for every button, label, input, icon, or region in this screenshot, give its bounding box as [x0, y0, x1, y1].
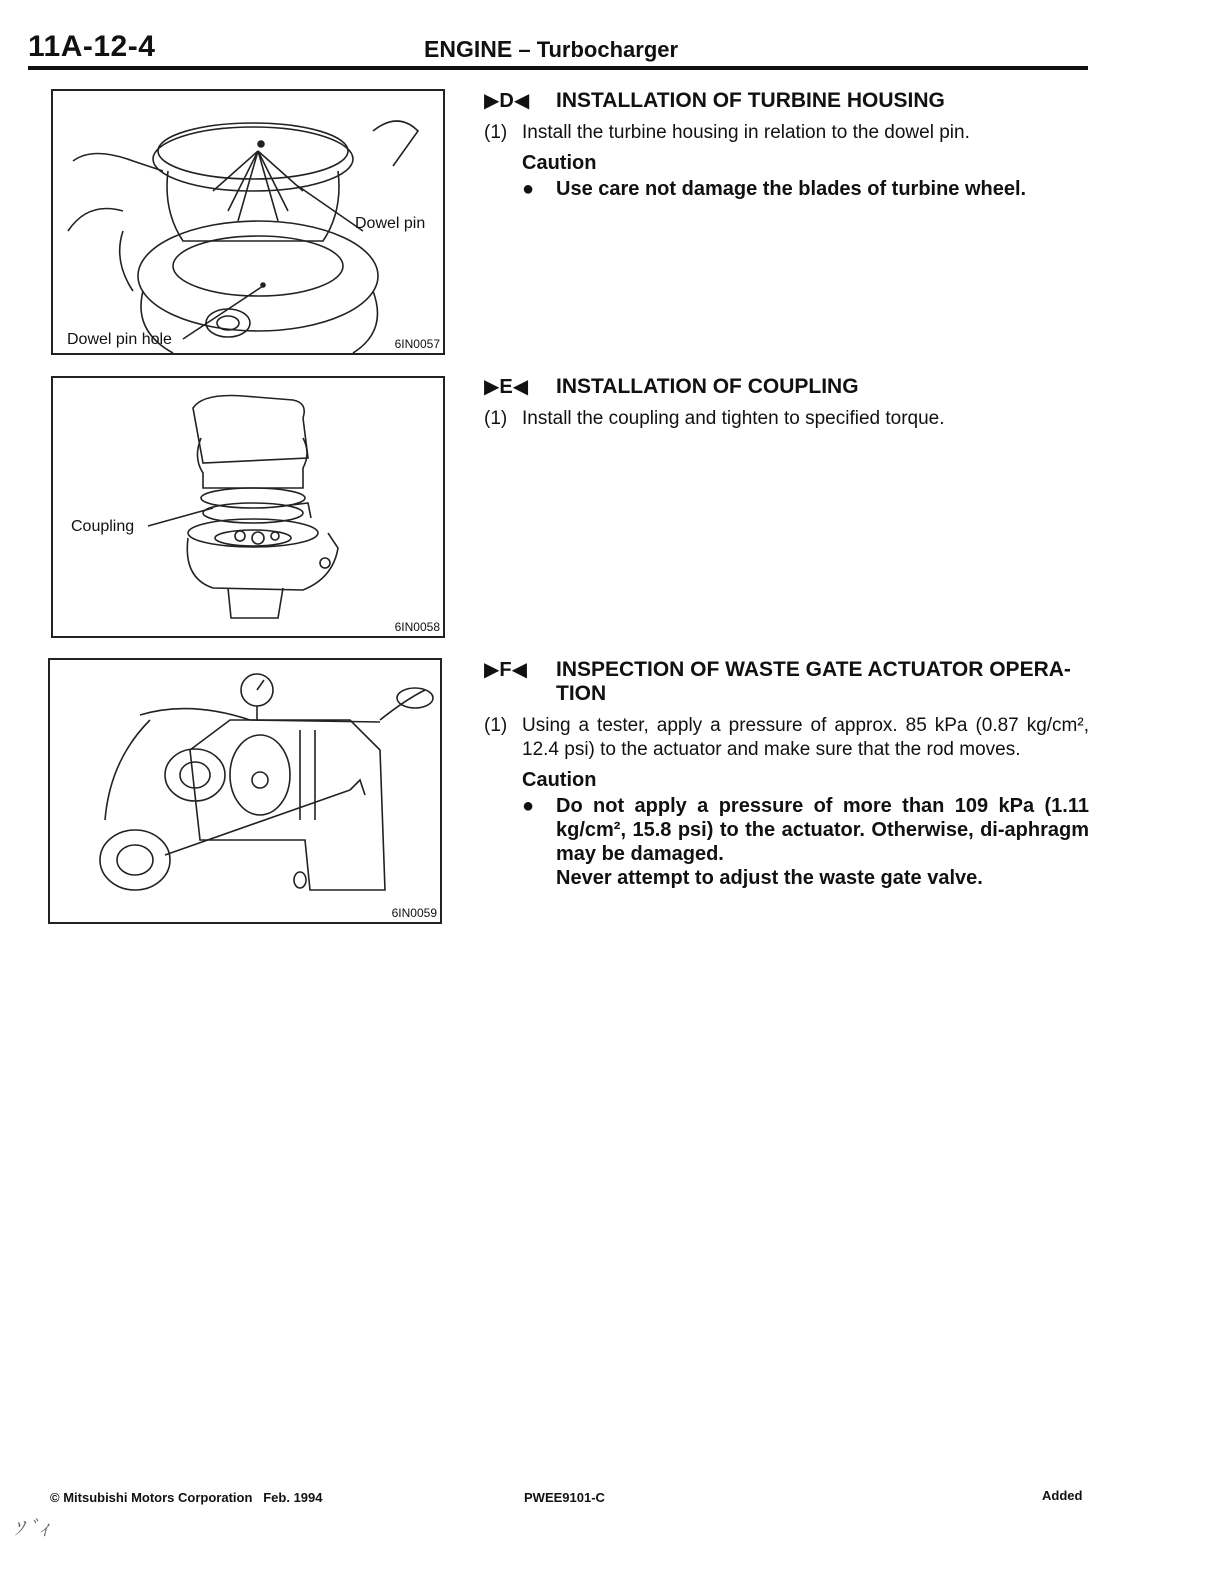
footer-doc-code: PWEE9101-C	[524, 1490, 605, 1505]
page-number: 11A-12-4	[28, 30, 156, 63]
bullet-text: Use care not damage the blades of turbine wheel.	[556, 178, 1027, 200]
footer-copyright: © Mitsubishi Motors Corporation Feb. 1994	[50, 1490, 323, 1505]
caution-label: Caution	[522, 152, 597, 174]
section-install-coupling	[484, 375, 1089, 431]
footer-status: Added	[1042, 1488, 1083, 1503]
figure-waste-gate-actuator	[48, 658, 442, 924]
subsection-title: Turbocharger	[536, 37, 679, 62]
callout-coupling: Coupling	[71, 518, 135, 535]
step-number: (1)	[484, 122, 508, 143]
step-1	[484, 121, 1089, 145]
step-text: Install the coupling and tighten to specified torque.	[522, 408, 945, 429]
section-title: ENGINE	[424, 36, 513, 62]
caution-label: Caution	[522, 769, 597, 791]
section-marker: ▶D◀	[484, 90, 530, 112]
header-rule	[28, 66, 1088, 70]
figure-code: 6IN0059	[391, 906, 437, 920]
section-marker: ▶F◀	[484, 659, 527, 681]
coupling-illustration	[53, 378, 443, 636]
step-1	[484, 714, 1089, 762]
step-number: (1)	[484, 408, 508, 429]
section-title: INSTALLATION OF COUPLING	[556, 375, 859, 398]
section-install-turbine-housing	[484, 89, 1089, 201]
margin-scribble: ｿ ﾞｨ	[14, 1516, 50, 1540]
caution-bullet	[484, 177, 1089, 201]
figure-code: 6IN0057	[394, 337, 440, 351]
callout-dowel-pin-hole: Dowel pin hole	[67, 331, 172, 348]
section-heading	[484, 375, 1089, 399]
figure-coupling	[51, 376, 445, 638]
section-heading	[484, 89, 1089, 113]
step-number: (1)	[484, 715, 508, 736]
section-heading	[484, 658, 1089, 706]
page-header	[424, 36, 678, 63]
section-marker: ▶E◀	[484, 376, 529, 398]
step-text: Install the turbine housing in relation to the dowel pin.	[522, 122, 970, 143]
waste-gate-actuator-illustration	[50, 660, 440, 922]
section-title: INSPECTION OF WASTE GATE ACTUATOR OPERA-TION	[556, 658, 1071, 705]
figure-turbine-housing	[51, 89, 445, 355]
section-title: INSTALLATION OF TURBINE HOUSING	[556, 89, 945, 112]
bullet-dot: ●	[522, 795, 535, 817]
section-inspect-waste-gate	[484, 658, 1089, 890]
header-separator: –	[518, 37, 531, 62]
bullet-dot: ●	[522, 178, 535, 200]
bullet-text: Do not apply a pressure of more than 109 kPa (1.11 kg/cm², 15.8 psi) to the actuator. Otherwise, di-aphragm may be damaged.	[556, 795, 1089, 865]
callout-dowel-pin: Dowel pin	[355, 215, 426, 232]
step-text: Using a tester, apply a pressure of approx. 85 kPa (0.87 kg/cm², 12.4 psi) to the actuator and make sure that the rod moves.	[522, 715, 1089, 760]
step-1	[484, 407, 1089, 431]
caution-bullet	[484, 794, 1089, 890]
figure-code: 6IN0058	[394, 620, 440, 634]
bullet-text-2: Never attempt to adjust the waste gate valve.	[556, 867, 983, 889]
